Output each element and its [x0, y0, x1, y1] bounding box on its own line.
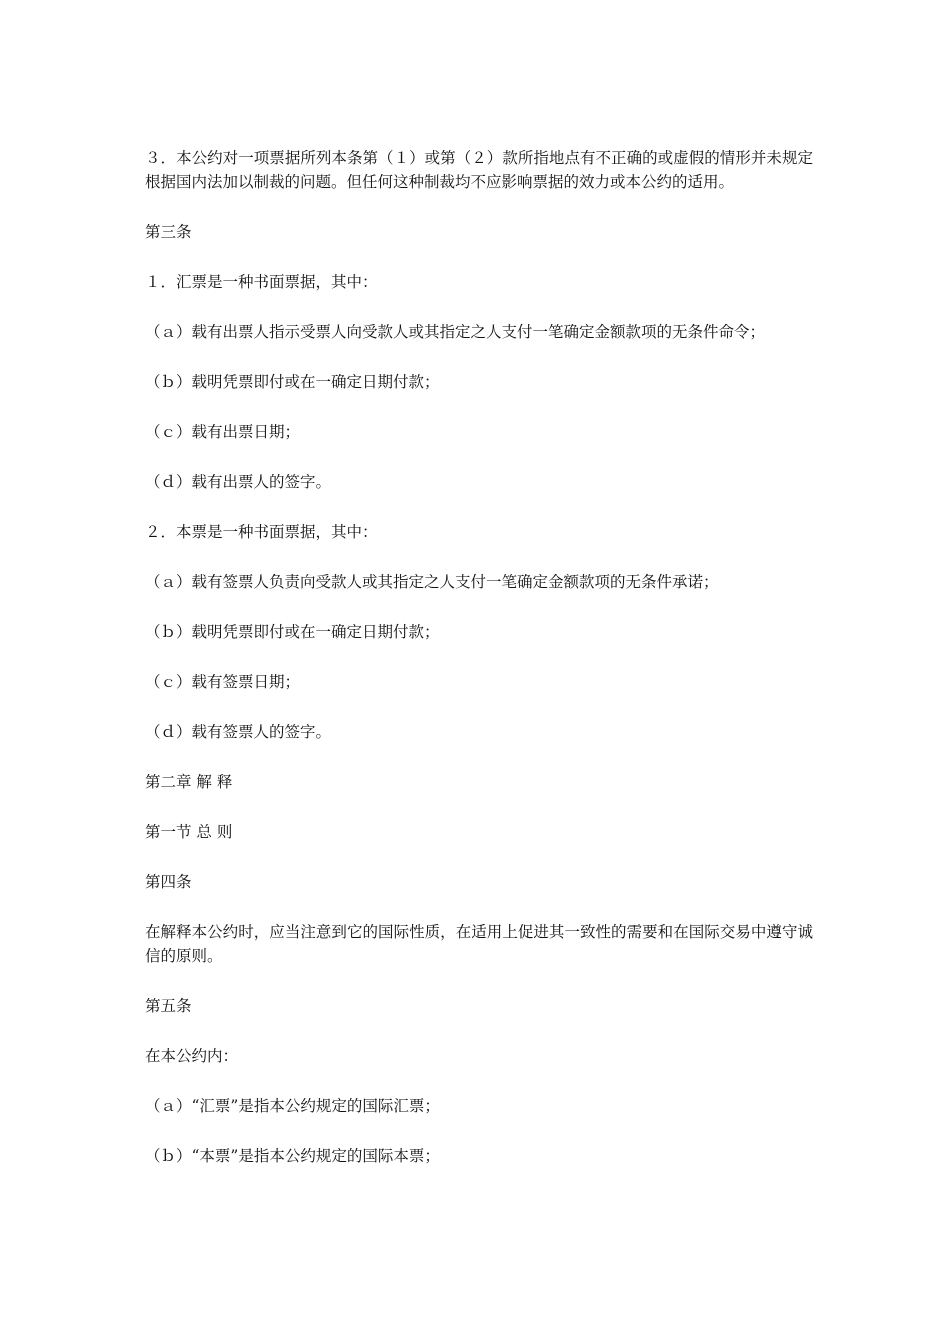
- paragraph-note-item-a: （ａ）载有签票人负责向受款人或其指定之人支付一笔确定金额款项的无条件承诺；: [145, 573, 719, 591]
- paragraph-bill-item-b: （ｂ）载明凭票即付或在一确定日期付款；: [145, 373, 440, 391]
- paragraph-bill-item-c: （ｃ）载有出票日期；: [145, 423, 301, 441]
- paragraph-article2-clause3: ３．本公约对一项票据所列本条第（１）或第（２）款所指地点有不正确的或虚假的情形并未规定根据国内法加以制裁的问题。但任何这种制裁均不应影响票据的效力或本公约的适用。: [145, 149, 813, 191]
- paragraph-bill-item-d: （ｄ）载有出票人的签字。: [145, 473, 332, 491]
- heading-article5: 第五条: [145, 997, 192, 1015]
- paragraph-article5-item-a: （ａ）“汇票”是指本公约规定的国际汇票；: [145, 1097, 440, 1115]
- paragraph-note-item-d: （ｄ）载有签票人的签字。: [145, 723, 332, 741]
- document-body: [145, 146, 813, 1194]
- paragraph-article4-text: 在解释本公约时，应当注意到它的国际性质，在适用上促进其一致性的需要和在国际交易中遵守诚信的原则。: [145, 923, 813, 965]
- heading-section1: 第一节 总 则: [145, 823, 233, 841]
- paragraph-article5-intro: 在本公约内：: [145, 1047, 239, 1065]
- paragraph-bill-definition: １．汇票是一种书面票据，其中：: [145, 273, 378, 291]
- paragraph-note-definition: ２．本票是一种书面票据，其中：: [145, 523, 378, 541]
- paragraph-note-item-c: （ｃ）载有签票日期；: [145, 673, 301, 691]
- paragraph-article5-item-b: （ｂ）“本票”是指本公约规定的国际本票；: [145, 1147, 440, 1165]
- paragraph-note-item-b: （ｂ）载明凭票即付或在一确定日期付款；: [145, 623, 440, 641]
- heading-article3: 第三条: [145, 223, 192, 241]
- paragraph-bill-item-a: （ａ）载有出票人指示受票人向受款人或其指定之人支付一笔确定金额款项的无条件命令；: [145, 323, 766, 341]
- heading-chapter2: 第二章 解 释: [145, 773, 233, 791]
- heading-article4: 第四条: [145, 873, 192, 891]
